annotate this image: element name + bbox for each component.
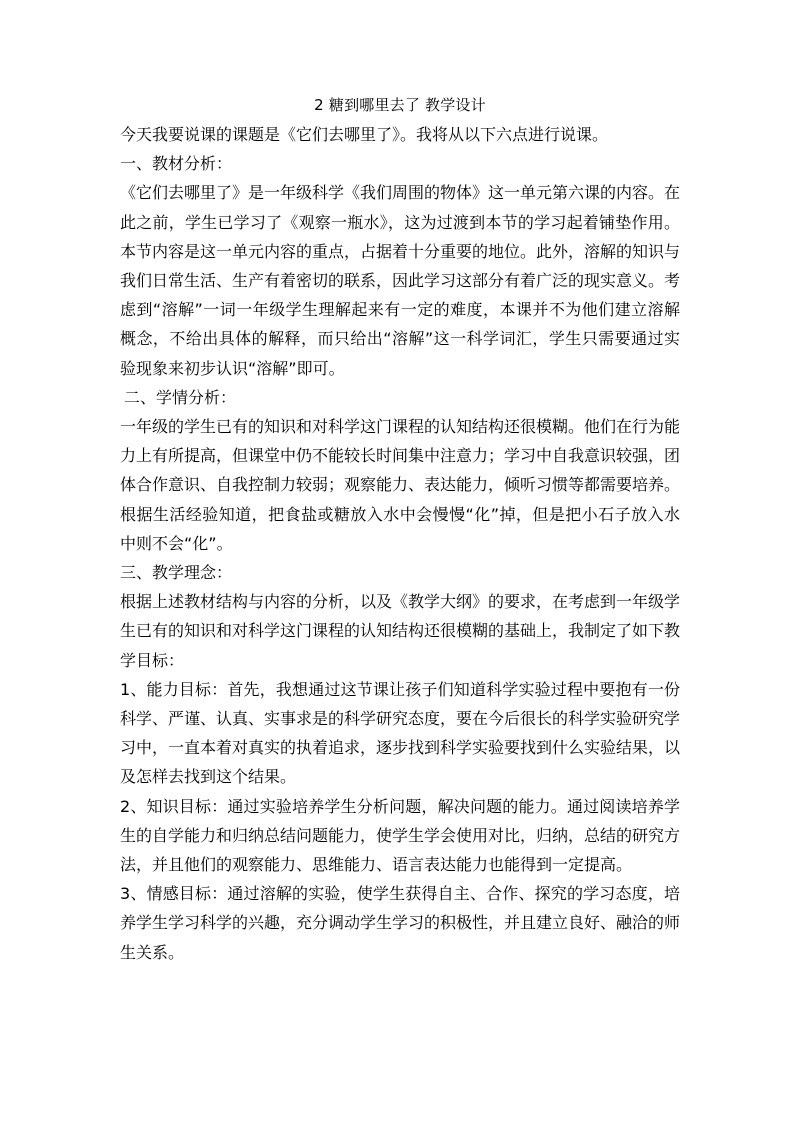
section-body-materials: 《它们去哪里了》是一年级科学《我们周围的物体》这一单元第六课的内容。在此之前，学生已学习了《观察一瓶水》，这为过渡到本节的学习起着铺垫作用。本节内容是这一单元内容的重点，占据着十分重要的地位。此外，溶解的知识与我们日常生活、生产有着密切的联系，因此学习这部分有着广泛的现实意义。考虑到“溶解”一词一年级学生理解起来有一定的难度，本课并不为他们建立溶解概念，不给出具体的解释，而只给出“溶解”这一科学词汇，学生只需要通过实验现象来初步认识“溶解”即可。 [120, 183, 681, 378]
goal-ability: 1、能力目标：首先，我想通过这节课让孩子们知道科学实验过程中要抱有一份科学、严谨、认真、实事求是的科学研究态度，要在今后很长的科学实验研究学习中，一直本着对真实的执着追求，逐步找到科学实验要找到什么实验结果，以及怎样去找到这个结果。 [120, 679, 681, 787]
section-body-students: 一年级的学生已有的知识和对科学这门课程的认知结构还很模糊。他们在行为能力上有所提高，但课堂中仍不能较长时间集中注意力；学习中自我意识较强，团体合作意识、自我控制力较弱；观察能力、表达能力，倾听习惯等都需要培养。根据生活经验知道，把食盐或糖放入水中会慢慢“化”掉，但是把小石子放入水中则不会“化”。 [120, 417, 681, 553]
section-heading-philosophy: 三、教学理念： [120, 563, 233, 583]
document-page [120, 94, 680, 967]
section-body-philosophy: 根据上述教材结构与内容的分析，以及《教学大纲》的要求，在考虑到一年级学生已有的知识和对科学这门课程的认知结构还很模糊的基础上，我制定了如下教学目标： [120, 592, 681, 670]
intro-paragraph: 今天我要说课的课题是《它们去哪里了》。我将从以下六点进行说课。 [120, 125, 609, 144]
section-heading-materials: 一、教材分析： [120, 154, 233, 174]
goal-emotion: 3、情感目标：通过溶解的实验，使学生获得自主、合作、探究的学习态度，培养学生学习科学的兴趣，充分调动学生学习的积极性，并且建立良好、融洽的师生关系。 [120, 884, 681, 962]
document-title: 2 糖到哪里去了 教学设计 [314, 96, 486, 114]
goal-knowledge: 2、知识目标：通过实验培养学生分析问题，解决问题的能力。通过阅读培养学生的自学能力和归纳总结问题能力，使学生学会使用对比，归纳，总结的研究方法，并且他们的观察能力、思维能力、语言表达能力也能得到一定提高。 [120, 796, 681, 875]
section-heading-students: 二、学情分析： [124, 387, 237, 407]
